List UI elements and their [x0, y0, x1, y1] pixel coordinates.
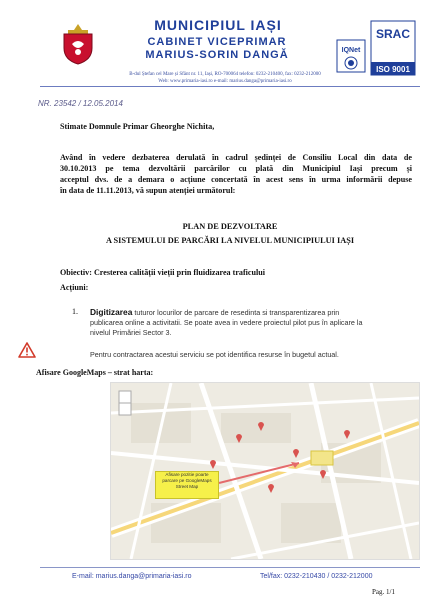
action-line-rest: tuturor locurilor de parcare de resedinta si transparentizarea prin [132, 308, 340, 317]
registration-number: NR. 23542 / 12.05.2014 [38, 99, 123, 108]
plan-subtitle: A SISTEMULUI DE PARCĂRI LA NIVELUL MUNICIPIULUI IAȘI [105, 236, 355, 245]
salutation: Stimate Domnule Primar Gheorghe Nichita, [60, 122, 215, 131]
coat-of-arms-icon [58, 20, 98, 66]
callout-line: Afisare pozitie poarte [165, 472, 209, 477]
srac-text: SRAC [375, 27, 411, 41]
plan-title: PLAN DE DEZVOLTARE [182, 222, 278, 231]
action-item-number: 1. [72, 307, 78, 316]
institution-title: MUNICIPIUL IAȘI [154, 17, 282, 33]
action-line [90, 307, 415, 318]
cabinet-subtitle: CABINET VICEPRIMAR [147, 36, 287, 48]
action-bold-word: Digitizarea [90, 307, 133, 317]
callout-line: Street Map [175, 484, 199, 489]
map-caption: Afisare GoogleMaps – strat harta: [36, 368, 154, 377]
intro-line: în data de 11.11.2013, vă supun atenției următorul: [60, 186, 236, 195]
iqnet-text: IQNet [341, 47, 361, 54]
web-email-line: Web: www.primaria-iasi.ro e-mail: marius.danga@primaria-iasi.ro [158, 79, 292, 84]
footer-divider [40, 567, 420, 568]
action-line: nivelul Primăriei Sector 3. [90, 328, 172, 337]
iqnet-logo-icon [335, 38, 367, 74]
footer-telfax: Tel/fax: 0232-210430 / 0232-212000 [260, 573, 373, 580]
action-item-text [90, 307, 415, 338]
actions-heading: Acțiuni: [60, 283, 89, 292]
contract-line: Pentru contractarea acestui serviciu se pot identifica resurse în bugetul actual. [90, 350, 339, 359]
page-number: Pag. 1/1 [372, 588, 395, 596]
objective-line: Obiectiv: Cresterea calitãții vieții prin fluidizarea traficului [60, 268, 265, 277]
warning-icon [18, 342, 36, 358]
callout-line: parcare pe GoogleMaps [162, 478, 212, 483]
intro-line: 30.10.2013 pe tema dezvoltării parcărilor cu plată din Municipiul Iași precum și [60, 164, 412, 173]
intro-line: Având în vedere dezbaterea derulată în cadrul ședinței de Consiliu Local din data de [60, 153, 412, 162]
address-line: B-dul Ștefan cel Mare și Sfânt nr. 11, Iași, RO-700064 telefon: 0232-210400, fax: 0232-212000 [129, 72, 321, 77]
intro-paragraph [60, 152, 412, 196]
header-divider [40, 86, 420, 87]
footer-email: E-mail: marius.danga@primaria-iasi.ro [72, 573, 192, 580]
action-line: publicarea online a activitatii. Se poate avea in vedere proiectul pilot pus în aplicare la [90, 318, 363, 327]
srac-iso-logo-icon [370, 20, 416, 76]
vice-mayor-name: MARIUS-SORIN DANGĂ [145, 49, 289, 61]
iso-text: ISO 9001 [376, 65, 410, 74]
intro-line: acceptul dvs. de a demara o acțiune concertată în acest sens în urma informării depuse [60, 175, 412, 184]
map-callout [155, 471, 219, 499]
